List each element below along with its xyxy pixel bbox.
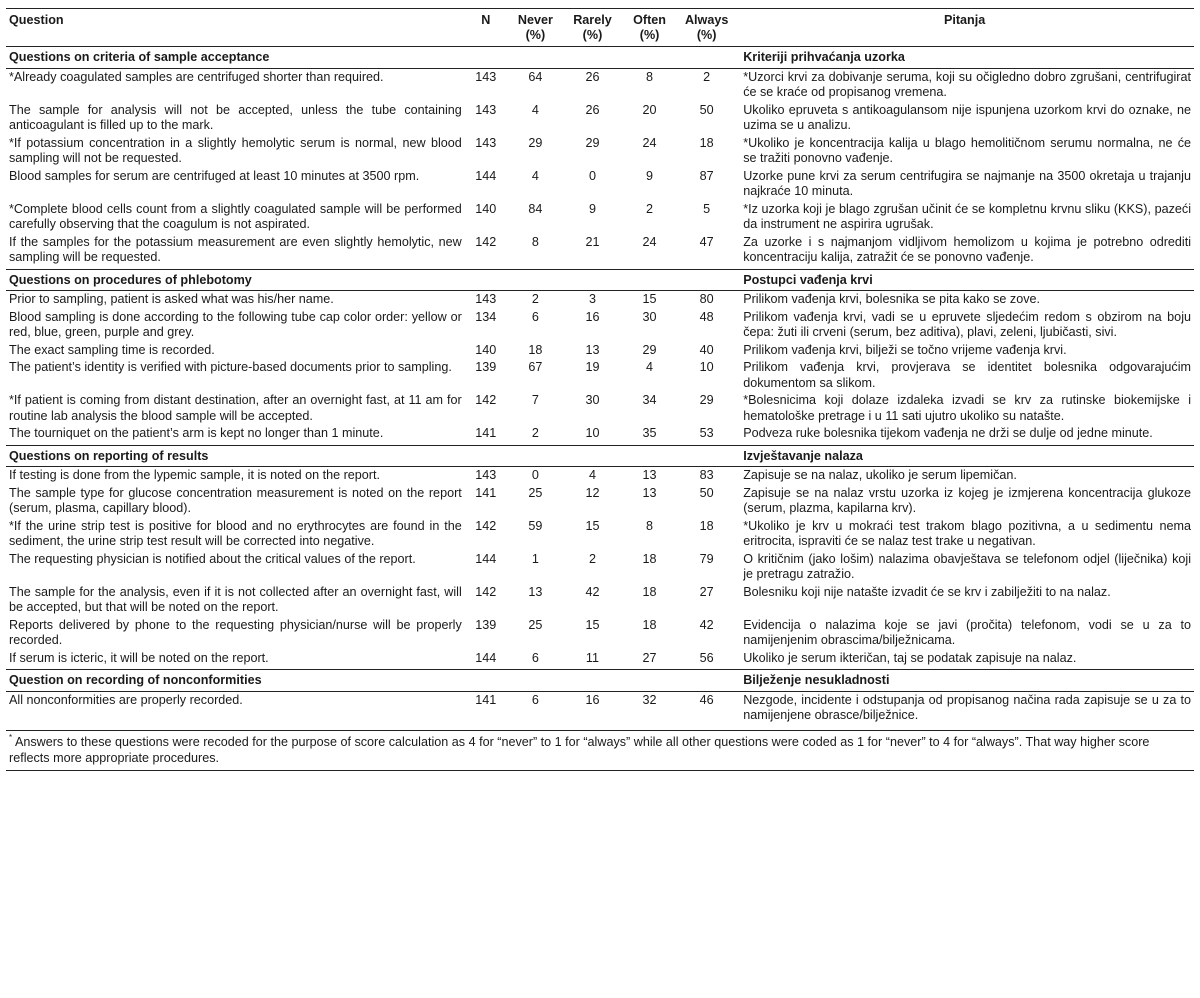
- cell-always: 2: [703, 69, 711, 84]
- cell-always: 79: [699, 551, 714, 566]
- cell-pitanje: Prilikom vađenja krvi, vadi se u epruvete sljedećim redom s obzirom na boju čepa: žuti ili crveni (serum, bez aditiva), plavi, zeleni, ljubičasti, sivi.: [743, 309, 1191, 339]
- cell-n: 140: [475, 342, 497, 357]
- cell-n: 141: [475, 485, 497, 500]
- cell-question: Blood sampling is done according to the following tube cap color order: yellow or red, blue, green, purple and grey.: [9, 309, 462, 339]
- cell-rarely: 16: [585, 309, 600, 324]
- cell-pitanje: Prilikom vađenja krvi, provjerava se identitet bolesnika odgovarajućim dokumentom sa slikom.: [743, 360, 1191, 390]
- section-title-en: Questions on procedures of phlebotomy: [6, 269, 735, 291]
- table-row: [6, 467, 1194, 485]
- table-row: [6, 359, 1194, 392]
- cell-pitanje: Uzorke pune krvi za serum centrifugira se najmanje na 3500 okretaja u trajanju najkraće 10 minuta.: [743, 168, 1191, 198]
- cell-n: 140: [475, 201, 497, 216]
- section-header-row: [6, 269, 1194, 291]
- cell-never: 64: [528, 69, 543, 84]
- cell-pitanje: Evidencija o nalazima koje se javi (pročita) telefonom, vodi se u za to namijenjenim obrascima/bilježnicama.: [743, 617, 1191, 647]
- cell-rarely: 15: [585, 617, 600, 632]
- table-row: [6, 551, 1194, 584]
- cell-pitanje: Zapisuje se na nalaz, ukoliko je serum lipemičan.: [743, 468, 1017, 482]
- cell-rarely: 15: [585, 518, 600, 533]
- cell-often: 8: [646, 518, 654, 533]
- cell-often: 15: [642, 292, 657, 306]
- cell-never: 18: [528, 342, 543, 357]
- cell-pitanje: *Ukoliko je krv u mokraći test trakom blago pozitivna, a u sedimentu nema eritrocita, ispraviti će se nalaz test trake u negativan.: [743, 518, 1191, 548]
- cell-never: 59: [528, 518, 543, 533]
- cell-rarely: 30: [585, 393, 600, 407]
- section-title-hr: Postupci vađenja krvi: [735, 269, 1194, 291]
- cell-always: 5: [703, 201, 711, 216]
- cell-n: 143: [475, 292, 497, 306]
- cell-n: 143: [475, 135, 497, 150]
- cell-never: 13: [528, 584, 543, 599]
- cell-question: The requesting physician is notified about the critical values of the report.: [9, 551, 416, 566]
- cell-pitanje: Prilikom vađenja krvi, bolesnika se pita kako se zove.: [743, 292, 1040, 306]
- section-title-en: Questions on reporting of results: [6, 445, 735, 467]
- cell-rarely: 11: [585, 650, 599, 665]
- cell-rarely: 19: [585, 360, 600, 374]
- cell-often: 24: [642, 135, 657, 150]
- cell-rarely: 21: [585, 234, 600, 249]
- cell-question: Blood samples for serum are centrifuged at least 10 minutes at 3500 rpm.: [9, 168, 420, 183]
- results-table-container: [6, 8, 1194, 771]
- cell-always: 50: [699, 102, 714, 117]
- header-question: Question: [6, 9, 465, 47]
- cell-rarely: 26: [585, 102, 600, 117]
- header-never: Never (%): [507, 9, 564, 47]
- cell-often: 29: [642, 342, 657, 357]
- table-row: [6, 650, 1194, 670]
- section-title-hr: Izvještavanje nalaza: [735, 445, 1194, 467]
- section-header-row: [6, 445, 1194, 467]
- cell-often: 2: [646, 201, 654, 216]
- section-title-en: Question on recording of nonconformities: [6, 670, 735, 692]
- cell-never: 2: [531, 426, 539, 440]
- cell-n: 141: [475, 692, 497, 707]
- table-row: [6, 168, 1194, 201]
- header-row: [6, 9, 1194, 47]
- cell-rarely: 4: [588, 468, 596, 482]
- cell-question: The sample type for glucose concentration measurement is noted on the report (serum, plasma, capillary blood).: [9, 485, 462, 515]
- header-rarely: Rarely (%): [564, 9, 621, 47]
- cell-never: 8: [531, 234, 539, 249]
- cell-never: 25: [528, 485, 543, 500]
- cell-n: 144: [475, 551, 497, 566]
- footnote-marker: *: [9, 732, 13, 742]
- cell-often: 4: [646, 360, 654, 374]
- cell-rarely: 16: [585, 692, 600, 707]
- cell-rarely: 2: [588, 551, 596, 566]
- cell-always: 27: [699, 584, 714, 599]
- table-body: [6, 47, 1194, 727]
- cell-often: 18: [642, 617, 657, 632]
- table-row: [6, 68, 1194, 102]
- cell-n: 143: [475, 102, 497, 117]
- table-row: [6, 617, 1194, 650]
- cell-question: Prior to sampling, patient is asked what was his/her name.: [9, 292, 334, 306]
- table-row: [6, 135, 1194, 168]
- cell-pitanje: Ukoliko je serum ikteričan, taj se podatak zapisuje na nalaz.: [743, 650, 1077, 665]
- cell-rarely: 10: [585, 426, 600, 440]
- cell-pitanje: *Bolesnicima koji dolaze izdaleka izvadi se krv za rutinske biokemijske i hematološke pretrage i u 11 sati ujutro ukoliko su natašte.: [743, 393, 1191, 423]
- cell-n: 144: [475, 650, 497, 665]
- table-row: [6, 584, 1194, 617]
- cell-question: *If the urine strip test is positive for blood and no erythrocytes are found in the sediment, the urine strip test result will be corrected into negative.: [9, 518, 462, 548]
- cell-question: If serum is icteric, it will be noted on the report.: [9, 650, 269, 665]
- cell-often: 35: [642, 426, 657, 440]
- cell-question: The tourniquet on the patient’s arm is kept no longer than 1 minute.: [9, 426, 384, 440]
- cell-always: 48: [699, 309, 714, 324]
- cell-question: All nonconformities are properly recorded.: [9, 692, 243, 707]
- cell-always: 29: [699, 393, 714, 407]
- cell-never: 6: [531, 650, 539, 665]
- cell-rarely: 13: [585, 342, 600, 357]
- table-row: [6, 518, 1194, 551]
- cell-question: If testing is done from the lypemic sample, it is noted on the report.: [9, 468, 380, 482]
- cell-n: 142: [475, 518, 497, 533]
- cell-never: 25: [528, 617, 543, 632]
- cell-often: 27: [642, 650, 657, 665]
- cell-pitanje: Nezgode, incidente i odstupanja od propisanog načina rada zapisuje se u za to namijenjene obrasce/bilježnice.: [743, 692, 1191, 722]
- cell-pitanje: Za uzorke i s najmanjom vidljivom hemolizom u kojima je potrebno odrediti koncentraciju kalija, zatražit će se ponovno vađenje.: [743, 234, 1191, 264]
- cell-often: 8: [646, 69, 654, 84]
- cell-always: 53: [699, 426, 714, 440]
- cell-pitanje: Ukoliko epruveta s antikoagulansom nije ispunjena uzorkom krvi do oznake, ne uzima se u analizu.: [743, 102, 1191, 132]
- cell-pitanje: Podveza ruke bolesnika tijekom vađenja ne drži se dulje od jedne minute.: [743, 426, 1153, 440]
- cell-often: 18: [642, 551, 657, 566]
- cell-often: 13: [642, 468, 657, 482]
- cell-question: The sample for the analysis, even if it is not collected after an overnight fast, will be accepted, but that will be noted on the report.: [9, 584, 462, 614]
- cell-rarely: 26: [585, 69, 600, 84]
- table-row: [6, 201, 1194, 234]
- cell-always: 47: [699, 234, 714, 249]
- footnote-text: Answers to these questions were recoded for the purpose of score calculation as 4 for “never” to 1 for “always” while all other questions were coded as 1 for “never” to 4 for “always”. That way higher score reflects more appropriate procedures.: [9, 734, 1150, 765]
- cell-question: *If patient is coming from distant destination, after an overnight fast, at 11 am for routine lab analysis the blood sample will be accepted.: [9, 393, 462, 423]
- cell-never: 4: [531, 168, 539, 183]
- cell-never: 84: [528, 201, 543, 216]
- cell-question: The exact sampling time is recorded.: [9, 342, 215, 357]
- cell-often: 20: [642, 102, 657, 117]
- cell-question: Reports delivered by phone to the requesting physician/nurse will be properly recorded.: [9, 617, 462, 647]
- cell-often: 13: [642, 485, 657, 500]
- table-row: [6, 291, 1194, 309]
- table-row: [6, 234, 1194, 270]
- cell-rarely: 42: [585, 584, 600, 599]
- header-often: Often (%): [621, 9, 678, 47]
- header-n: N: [465, 9, 507, 47]
- table-row: [6, 309, 1194, 342]
- cell-pitanje: Prilikom vađenja krvi, bilježi se točno vrijeme vađenja krvi.: [743, 342, 1067, 357]
- table-row: [6, 342, 1194, 360]
- cell-question: *Already coagulated samples are centrifuged shorter than required.: [9, 69, 384, 84]
- cell-question: *Complete blood cells count from a slightly coagulated sample will be performed carefully observing that the coagulum is not aspirated.: [9, 201, 462, 231]
- section-title-hr: Bilježenje nesukladnosti: [735, 670, 1194, 692]
- cell-never: 0: [531, 468, 539, 482]
- header-always: Always (%): [678, 9, 735, 47]
- cell-never: 29: [528, 135, 543, 150]
- cell-never: 6: [531, 692, 539, 707]
- cell-always: 50: [699, 485, 714, 500]
- cell-pitanje: *Ukoliko je koncentracija kalija u blago hemolitičnom serumu normalna, ne će se tražiti ponovno vađenje.: [743, 135, 1191, 165]
- cell-often: 18: [642, 584, 657, 599]
- cell-pitanje: *Uzorci krvi za dobivanje seruma, koji su očigledno dobro zgrušani, centrifugirat će se kraće od propisanog vremena.: [743, 69, 1191, 99]
- cell-never: 2: [531, 292, 539, 306]
- footnote: [6, 730, 1194, 771]
- cell-often: 30: [642, 309, 657, 324]
- cell-often: 34: [642, 393, 657, 407]
- cell-pitanje: *Iz uzorka koji je blago zgrušan učinit će se kompletnu krvnu sliku (KKS), pazeći da instrument ne aspirira ugrušak.: [743, 201, 1191, 231]
- cell-always: 46: [699, 692, 714, 707]
- cell-n: 142: [475, 234, 497, 249]
- cell-never: 4: [531, 102, 539, 117]
- table-row: [6, 425, 1194, 445]
- cell-question: *If potassium concentration in a slightly hemolytic serum is normal, new blood sampling will not be requested.: [9, 135, 462, 165]
- cell-question: If the samples for the potassium measurement are even slightly hemolytic, new sampling will be requested.: [9, 234, 462, 264]
- cell-n: 143: [475, 69, 497, 84]
- cell-always: 18: [699, 518, 714, 533]
- cell-pitanje: Bolesniku koji nije natašte izvadit će se krv i zabilježiti to na nalaz.: [743, 584, 1111, 599]
- cell-n: 142: [475, 584, 497, 599]
- cell-always: 10: [699, 360, 714, 374]
- cell-rarely: 9: [588, 201, 596, 216]
- cell-always: 56: [699, 650, 714, 665]
- cell-n: 139: [475, 617, 497, 632]
- cell-n: 139: [475, 360, 497, 374]
- cell-often: 32: [642, 692, 657, 707]
- cell-always: 18: [699, 135, 714, 150]
- section-header-row: [6, 47, 1194, 69]
- cell-rarely: 12: [585, 485, 600, 500]
- table-row: [6, 102, 1194, 135]
- cell-rarely: 3: [588, 292, 596, 306]
- header-pitanja: Pitanja: [735, 9, 1194, 47]
- cell-never: 67: [528, 360, 543, 374]
- cell-n: 142: [475, 393, 497, 407]
- cell-rarely: 29: [585, 135, 600, 150]
- section-title-hr: Kriteriji prihvaćanja uzorka: [735, 47, 1194, 69]
- cell-always: 87: [699, 168, 714, 183]
- cell-question: The patient’s identity is verified with picture-based documents prior to sampling.: [9, 360, 452, 374]
- cell-n: 141: [475, 426, 497, 440]
- section-title-en: Questions on criteria of sample acceptance: [6, 47, 735, 69]
- cell-n: 134: [475, 309, 497, 324]
- cell-often: 24: [642, 234, 657, 249]
- cell-n: 144: [475, 168, 497, 183]
- cell-never: 6: [531, 309, 539, 324]
- cell-always: 83: [699, 468, 714, 482]
- cell-always: 80: [699, 292, 714, 306]
- cell-pitanje: O kritičnim (jako lošim) nalazima obavještava se telefonom odjel (liječnika) koji je pretragu zatražio.: [743, 551, 1191, 581]
- cell-n: 143: [475, 468, 497, 482]
- section-header-row: [6, 670, 1194, 692]
- table-row: [6, 691, 1194, 727]
- cell-always: 40: [699, 342, 714, 357]
- cell-question: The sample for analysis will not be accepted, unless the tube containing anticoagulant is filled up to the mark.: [9, 102, 462, 132]
- cell-often: 9: [646, 168, 654, 183]
- table-row: [6, 485, 1194, 518]
- table-row: [6, 392, 1194, 425]
- results-table: [6, 8, 1194, 727]
- cell-never: 7: [531, 393, 539, 407]
- cell-always: 42: [699, 617, 714, 632]
- cell-pitanje: Zapisuje se na nalaz vrstu uzorka iz kojeg je izmjerena koncentracija glukoze (serum, plazma, kapilarna krv).: [743, 485, 1191, 515]
- cell-rarely: 0: [588, 168, 596, 183]
- cell-never: 1: [531, 551, 539, 566]
